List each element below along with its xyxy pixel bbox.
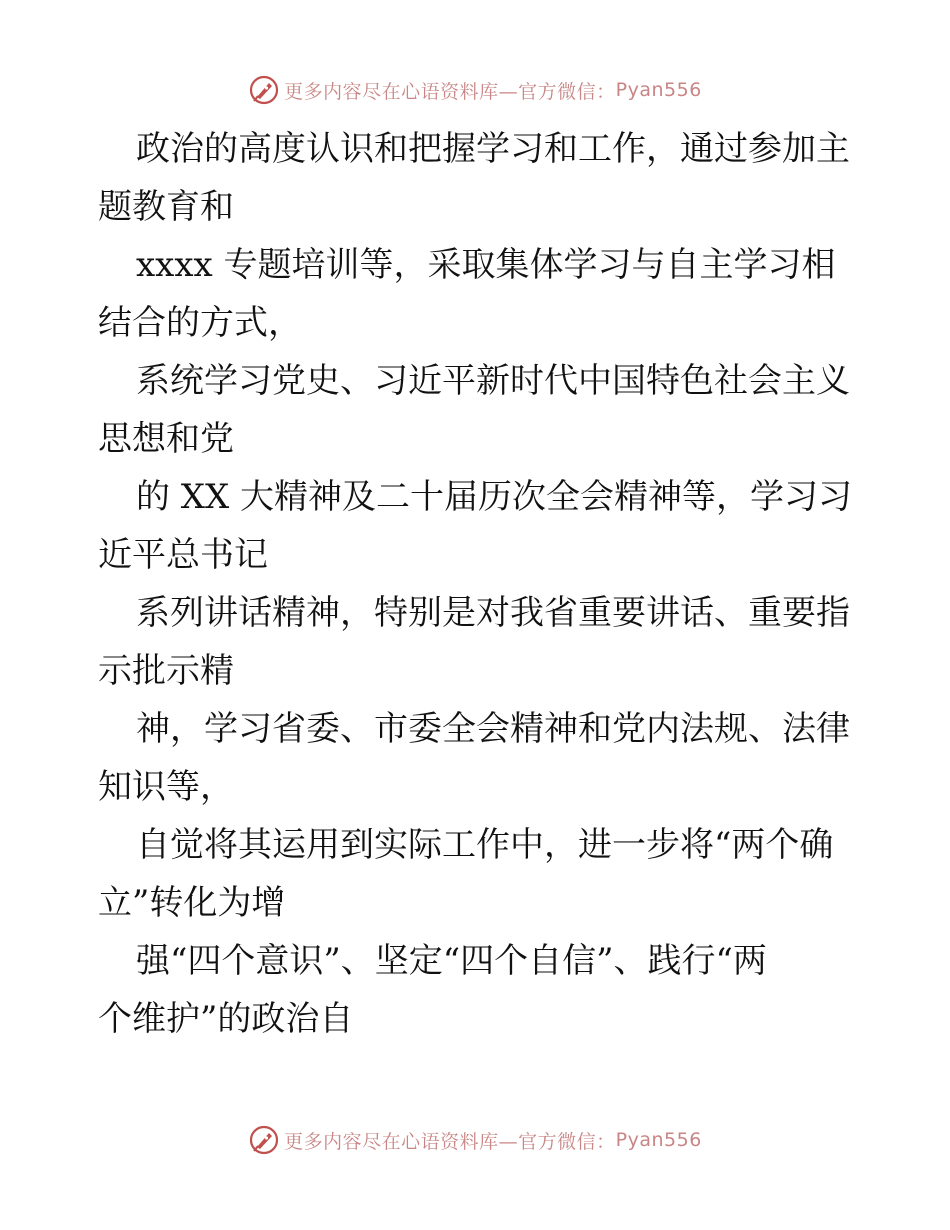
paragraph-line: 系统学习党史、习近平新时代中国特色社会主义 [136,361,850,401]
paragraph [98,352,858,468]
paragraph-line: 强“四个意识”、坚定“四个自信”、践行“两 [136,941,767,981]
paragraph-line: 神，学习省委、市委全会精神和党内法规、法律 [136,709,850,749]
pen-nib-icon [248,1124,280,1156]
paragraph-line: 的 XX 大精神及二十届历次全会精神等，学习习 [136,477,853,517]
footer-watermark [0,1124,950,1156]
paragraph [98,816,858,932]
document-body [98,120,858,1048]
paragraph-line: 立”转化为增 [98,883,286,923]
watermark-handle: Pyan556 [615,1129,702,1151]
paragraph-line: 题教育和 [98,187,234,227]
pen-nib-icon [248,74,280,106]
paragraph-line: 政治的高度认识和把握学习和工作，通过参加主 [136,129,850,169]
paragraph [98,932,858,1048]
paragraph-line: 自觉将其运用到实际工作中，进一步将“两个确 [136,825,834,865]
paragraph-line: 示批示精 [98,651,234,691]
paragraph [98,120,858,236]
paragraph [98,236,858,352]
paragraph-line: 系列讲话精神，特别是对我省重要讲话、重要指 [136,593,850,633]
paragraph-line: 结合的方式， [98,303,302,343]
paragraph-line: 思想和党 [98,419,234,459]
header-watermark [0,74,950,106]
watermark-text: 更多内容尽在心语资料库—官方微信： [284,1130,616,1153]
watermark-text: 更多内容尽在心语资料库—官方微信： [284,80,616,103]
paragraph-line: 知识等， [98,767,234,807]
paragraph [98,700,858,816]
paragraph-line: 个维护”的政治自 [98,999,354,1039]
watermark-handle: Pyan556 [615,79,702,101]
paragraph [98,468,858,584]
paragraph-line: 近平总书记 [98,535,268,575]
paragraph-line: xxxx 专题培训等，采取集体学习与自主学习相 [136,245,836,285]
paragraph [98,584,858,700]
